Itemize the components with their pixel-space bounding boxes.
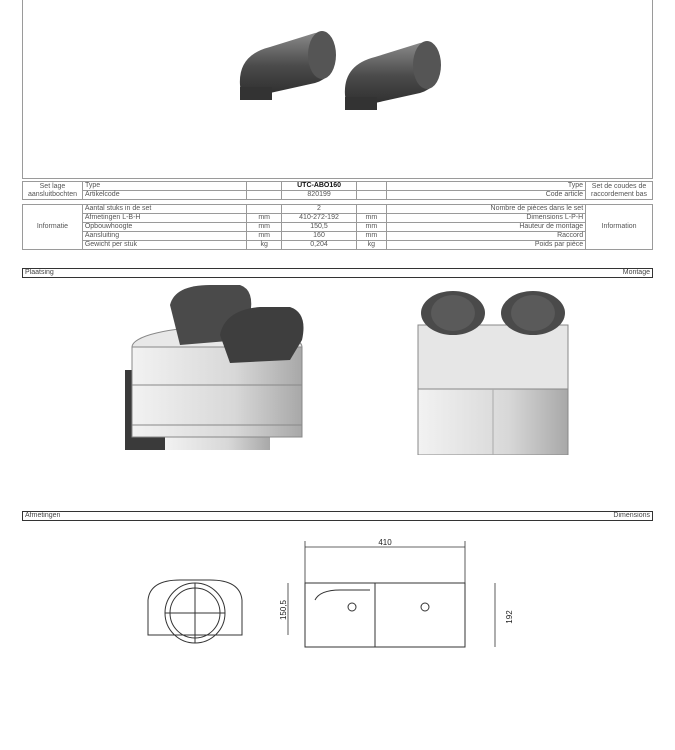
placement-title-fr: Montage bbox=[622, 269, 650, 276]
technical-drawing bbox=[140, 535, 540, 650]
row-label-fr: Code article bbox=[386, 191, 585, 200]
type-value: UTC-ABO160 bbox=[282, 182, 357, 191]
unit-nl: kg bbox=[247, 241, 282, 250]
article-code-value: 820199 bbox=[282, 191, 357, 200]
dim-mount-height: 150,5 bbox=[279, 599, 288, 621]
placement-illustration-angled bbox=[120, 285, 320, 455]
row-label-fr: Hauteur de montage bbox=[386, 223, 585, 232]
unit-fr: kg bbox=[356, 241, 386, 250]
row-value: 150,5 bbox=[282, 223, 357, 232]
row-value: 0,204 bbox=[282, 241, 357, 250]
row-label-nl: Gewicht per stuk bbox=[82, 241, 246, 250]
row-label-fr: Poids par pièce bbox=[386, 241, 585, 250]
row-value: 2 bbox=[282, 205, 357, 214]
placement-illustration-front bbox=[415, 285, 575, 455]
elbow-left bbox=[240, 31, 336, 100]
row-label-nl: Type bbox=[82, 182, 246, 191]
row-label-fr: Nombre de pièces dans le set bbox=[386, 205, 585, 214]
row-label-nl: Afmetingen L-B-H bbox=[82, 214, 246, 223]
unit-fr bbox=[356, 205, 386, 214]
info-label-fr: Information bbox=[586, 205, 653, 250]
dimensions-title-nl: Afmetingen bbox=[25, 512, 61, 519]
placement-title-nl: Plaatsing bbox=[25, 269, 54, 276]
unit-fr: mm bbox=[356, 214, 386, 223]
dim-length: 410 bbox=[378, 538, 392, 547]
row-value: 160 bbox=[282, 232, 357, 241]
spec-header-table bbox=[22, 181, 653, 200]
unit-nl: mm bbox=[247, 232, 282, 241]
info-label-nl: Informatie bbox=[23, 205, 83, 250]
row-label-fr: Dimensions L-P-H bbox=[386, 214, 585, 223]
product-illustration bbox=[230, 25, 450, 115]
row-label-nl: Opbouwhoogte bbox=[82, 223, 246, 232]
set-label-fr: Set de coudes de raccordement bas bbox=[586, 182, 653, 200]
row-value: 410-272-192 bbox=[282, 214, 357, 223]
spec-info-table bbox=[22, 204, 653, 250]
unit-nl bbox=[247, 205, 282, 214]
unit-fr: mm bbox=[356, 232, 386, 241]
set-label-nl: Set lage aansluitbochten bbox=[23, 182, 83, 200]
row-label-nl: Aantal stuks in de set bbox=[82, 205, 246, 214]
unit-fr: mm bbox=[356, 223, 386, 232]
unit-nl: mm bbox=[247, 223, 282, 232]
dimensions-title-fr: Dimensions bbox=[613, 512, 650, 519]
elbow-right bbox=[345, 41, 441, 110]
dim-height: 192 bbox=[505, 610, 514, 624]
dimensions-section-bar bbox=[22, 511, 653, 521]
placement-section-bar bbox=[22, 268, 653, 278]
row-label-nl: Aansluiting bbox=[82, 232, 246, 241]
row-label-fr: Type bbox=[386, 182, 585, 191]
row-label-fr: Raccord bbox=[386, 232, 585, 241]
unit-nl: mm bbox=[247, 214, 282, 223]
row-label-nl: Artikelcode bbox=[82, 191, 246, 200]
